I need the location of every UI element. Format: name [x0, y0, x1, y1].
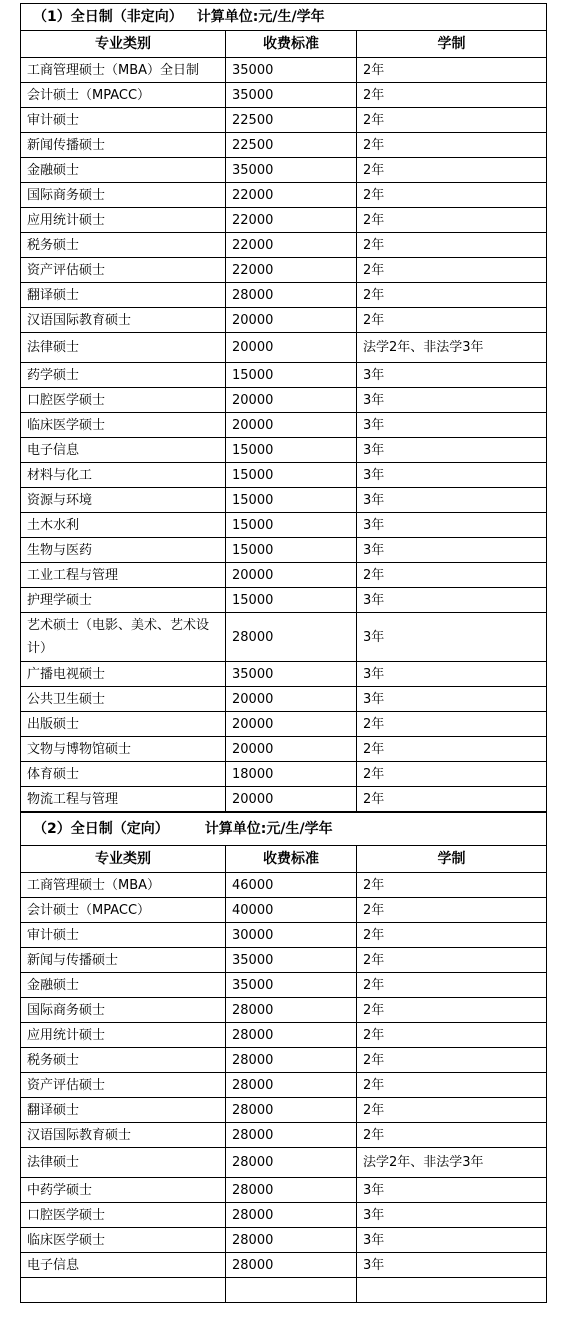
cell-major: 物流工程与管理 — [21, 787, 226, 812]
cell-fee: 28000 — [226, 1253, 357, 1278]
cell-major: 临床医学硕士 — [21, 1228, 226, 1253]
cell-fee: 28000 — [226, 1148, 357, 1178]
table-row — [21, 787, 547, 812]
cell-major: 金融硕士 — [21, 973, 226, 998]
cell-duration: 3年 — [357, 363, 547, 388]
table-row — [21, 1123, 547, 1148]
cell-duration: 2年 — [357, 762, 547, 787]
cell-fee: 22500 — [226, 108, 357, 133]
cell-major: 新闻与传播硕士 — [21, 948, 226, 973]
cell-duration: 3年 — [357, 1228, 547, 1253]
table-header-row — [21, 31, 547, 58]
cell-duration: 2年 — [357, 133, 547, 158]
table-row — [21, 488, 547, 513]
unit-label: 计算单位:元/生/学年 — [196, 8, 325, 25]
cell-duration: 3年 — [357, 438, 547, 463]
cell-duration: 2年 — [357, 108, 547, 133]
cell-fee: 28000 — [226, 613, 357, 662]
cell-fee: 28000 — [226, 1123, 357, 1148]
cell-fee: 20000 — [226, 413, 357, 438]
cell-fee: 28000 — [226, 1178, 357, 1203]
cell-fee: 28000 — [226, 1048, 357, 1073]
cell-fee: 28000 — [226, 1098, 357, 1123]
cell-fee: 30000 — [226, 923, 357, 948]
cell-fee: 15000 — [226, 588, 357, 613]
cell-duration: 3年 — [357, 662, 547, 687]
cell-fee: 28000 — [226, 283, 357, 308]
cell-duration — [357, 1278, 547, 1303]
cell-duration: 2年 — [357, 873, 547, 898]
table-row — [21, 538, 547, 563]
cell-duration: 2年 — [357, 208, 547, 233]
table-row — [21, 183, 547, 208]
cell-major: 资产评估硕士 — [21, 1073, 226, 1098]
section-title — [21, 4, 547, 31]
table-row — [21, 513, 547, 538]
cell-fee: 46000 — [226, 873, 357, 898]
header-major: 专业类别 — [21, 31, 226, 58]
cell-major: 应用统计硕士 — [21, 1023, 226, 1048]
cell-fee: 18000 — [226, 762, 357, 787]
table-row — [21, 133, 547, 158]
table-row — [21, 58, 547, 83]
cell-major: 护理学硕士 — [21, 588, 226, 613]
cell-major: 材料与化工 — [21, 463, 226, 488]
table-row — [21, 108, 547, 133]
table-row — [21, 563, 547, 588]
cell-fee: 15000 — [226, 513, 357, 538]
table-row — [21, 712, 547, 737]
cell-duration: 2年 — [357, 1023, 547, 1048]
table-row — [21, 873, 547, 898]
cell-duration: 法学2年、非法学3年 — [357, 333, 547, 363]
section-title-label: （2）全日制（定向） — [33, 820, 169, 837]
cell-duration: 2年 — [357, 1098, 547, 1123]
cell-duration: 2年 — [357, 898, 547, 923]
table-row — [21, 998, 547, 1023]
cell-duration: 3年 — [357, 613, 547, 662]
cell-major: 新闻传播硕士 — [21, 133, 226, 158]
cell-fee: 15000 — [226, 438, 357, 463]
table-row — [21, 737, 547, 762]
cell-major: 公共卫生硕士 — [21, 687, 226, 712]
cell-fee: 35000 — [226, 58, 357, 83]
cell-major: 会计硕士（MPACC） — [21, 83, 226, 108]
cell-duration: 2年 — [357, 83, 547, 108]
header-duration: 学制 — [357, 846, 547, 873]
table-row — [21, 1023, 547, 1048]
cell-duration: 3年 — [357, 1203, 547, 1228]
table-row — [21, 923, 547, 948]
cell-major: 法律硕士 — [21, 1148, 226, 1178]
cell-major: 应用统计硕士 — [21, 208, 226, 233]
cell-major: 资产评估硕士 — [21, 258, 226, 283]
table-row — [21, 1203, 547, 1228]
table-row — [21, 588, 547, 613]
cell-duration: 3年 — [357, 1178, 547, 1203]
cell-fee: 22000 — [226, 233, 357, 258]
cell-fee: 22000 — [226, 258, 357, 283]
cell-major: 金融硕士 — [21, 158, 226, 183]
table-row — [21, 613, 547, 662]
cell-major: 会计硕士（MPACC） — [21, 898, 226, 923]
section-title-row — [21, 4, 547, 31]
cell-major: 土木水利 — [21, 513, 226, 538]
cell-major: 国际商务硕士 — [21, 998, 226, 1023]
cell-major: 翻译硕士 — [21, 283, 226, 308]
table-row — [21, 1228, 547, 1253]
table-row — [21, 1253, 547, 1278]
table-row — [21, 83, 547, 108]
table-row — [21, 333, 547, 363]
cell-major: 汉语国际教育硕士 — [21, 1123, 226, 1148]
cell-duration: 3年 — [357, 687, 547, 712]
table-row — [21, 973, 547, 998]
cell-major: 国际商务硕士 — [21, 183, 226, 208]
cell-duration: 2年 — [357, 923, 547, 948]
header-fee: 收费标准 — [226, 31, 357, 58]
cell-duration: 2年 — [357, 183, 547, 208]
cell-duration: 2年 — [357, 712, 547, 737]
cell-duration: 2年 — [357, 283, 547, 308]
cell-fee: 22000 — [226, 183, 357, 208]
table-row — [21, 258, 547, 283]
cell-major: 药学硕士 — [21, 363, 226, 388]
cell-fee: 28000 — [226, 1203, 357, 1228]
cell-duration: 2年 — [357, 233, 547, 258]
cell-duration: 2年 — [357, 973, 547, 998]
table-row — [21, 463, 547, 488]
cell-fee: 20000 — [226, 787, 357, 812]
cell-major: 中药学硕士 — [21, 1178, 226, 1203]
cell-fee: 22000 — [226, 208, 357, 233]
cell-duration: 2年 — [357, 1073, 547, 1098]
table-row — [21, 388, 547, 413]
cell-fee: 20000 — [226, 687, 357, 712]
cell-fee: 15000 — [226, 538, 357, 563]
cell-duration: 2年 — [357, 158, 547, 183]
cell-major: 审计硕士 — [21, 923, 226, 948]
cell-major: 艺术硕士（电影、美术、艺术设计） — [21, 613, 226, 662]
table-row — [21, 662, 547, 687]
table-row — [21, 233, 547, 258]
cell-duration: 3年 — [357, 463, 547, 488]
cell-duration: 3年 — [357, 413, 547, 438]
cell-fee: 28000 — [226, 1023, 357, 1048]
table-row — [21, 1178, 547, 1203]
cell-major: 法律硕士 — [21, 333, 226, 363]
table-row — [21, 283, 547, 308]
cell-major: 生物与医药 — [21, 538, 226, 563]
cell-duration: 法学2年、非法学3年 — [357, 1148, 547, 1178]
cell-major: 工商管理硕士（MBA） — [21, 873, 226, 898]
fee-tables — [20, 3, 546, 1303]
cell-fee: 35000 — [226, 662, 357, 687]
header-major: 专业类别 — [21, 846, 226, 873]
table-row — [21, 413, 547, 438]
cell-duration: 2年 — [357, 948, 547, 973]
cell-major: 口腔医学硕士 — [21, 1203, 226, 1228]
table-row — [21, 1048, 547, 1073]
cell-fee: 28000 — [226, 1073, 357, 1098]
cell-fee: 40000 — [226, 898, 357, 923]
cell-duration: 2年 — [357, 737, 547, 762]
cell-fee: 20000 — [226, 712, 357, 737]
cell-fee: 22500 — [226, 133, 357, 158]
table-row — [21, 363, 547, 388]
cell-fee: 15000 — [226, 363, 357, 388]
cell-major: 电子信息 — [21, 438, 226, 463]
table-row — [21, 438, 547, 463]
header-fee: 收费标准 — [226, 846, 357, 873]
cell-fee — [226, 1278, 357, 1303]
cell-major: 电子信息 — [21, 1253, 226, 1278]
cell-fee: 35000 — [226, 83, 357, 108]
cell-major: 广播电视硕士 — [21, 662, 226, 687]
cell-duration: 2年 — [357, 1123, 547, 1148]
cell-major: 工商管理硕士（MBA）全日制 — [21, 58, 226, 83]
table-row — [21, 762, 547, 787]
cell-fee: 20000 — [226, 563, 357, 588]
table-row — [21, 1278, 547, 1303]
cell-major: 体育硕士 — [21, 762, 226, 787]
cell-major: 汉语国际教育硕士 — [21, 308, 226, 333]
cell-fee: 35000 — [226, 973, 357, 998]
section-title-label: （1）全日制（非定向） — [33, 8, 183, 25]
cell-duration: 3年 — [357, 538, 547, 563]
cell-major: 税务硕士 — [21, 233, 226, 258]
cell-fee: 35000 — [226, 948, 357, 973]
cell-fee: 35000 — [226, 158, 357, 183]
cell-duration: 3年 — [357, 513, 547, 538]
table-row — [21, 687, 547, 712]
cell-duration: 2年 — [357, 1048, 547, 1073]
cell-major: 口腔医学硕士 — [21, 388, 226, 413]
cell-major: 税务硕士 — [21, 1048, 226, 1073]
cell-duration: 2年 — [357, 563, 547, 588]
cell-major: 审计硕士 — [21, 108, 226, 133]
cell-duration: 2年 — [357, 58, 547, 83]
fee-table-full-time-directed — [20, 812, 547, 1303]
cell-major — [21, 1278, 226, 1303]
cell-duration: 2年 — [357, 998, 547, 1023]
cell-duration: 3年 — [357, 588, 547, 613]
table-row — [21, 1073, 547, 1098]
cell-duration: 3年 — [357, 388, 547, 413]
table-header-row — [21, 846, 547, 873]
table-row — [21, 1098, 547, 1123]
cell-fee: 20000 — [226, 333, 357, 363]
fee-table-full-time-non-directed — [20, 3, 547, 812]
table-row — [21, 158, 547, 183]
section-title-row — [21, 813, 547, 846]
table-row — [21, 1148, 547, 1178]
cell-major: 文物与博物馆硕士 — [21, 737, 226, 762]
cell-major: 资源与环境 — [21, 488, 226, 513]
cell-major: 临床医学硕士 — [21, 413, 226, 438]
cell-fee: 20000 — [226, 308, 357, 333]
cell-fee: 15000 — [226, 463, 357, 488]
cell-fee: 20000 — [226, 388, 357, 413]
cell-fee: 28000 — [226, 1228, 357, 1253]
cell-fee: 20000 — [226, 737, 357, 762]
cell-duration: 2年 — [357, 258, 547, 283]
table-row — [21, 948, 547, 973]
cell-major: 出版硕士 — [21, 712, 226, 737]
cell-major: 翻译硕士 — [21, 1098, 226, 1123]
section-title — [21, 813, 547, 846]
cell-duration: 2年 — [357, 308, 547, 333]
table-row — [21, 898, 547, 923]
header-duration: 学制 — [357, 31, 547, 58]
cell-duration: 3年 — [357, 488, 547, 513]
cell-major: 工业工程与管理 — [21, 563, 226, 588]
cell-duration: 3年 — [357, 1253, 547, 1278]
table-row — [21, 308, 547, 333]
cell-duration: 2年 — [357, 787, 547, 812]
cell-fee: 15000 — [226, 488, 357, 513]
unit-label: 计算单位:元/生/学年 — [204, 820, 333, 837]
table-row — [21, 208, 547, 233]
cell-fee: 28000 — [226, 998, 357, 1023]
